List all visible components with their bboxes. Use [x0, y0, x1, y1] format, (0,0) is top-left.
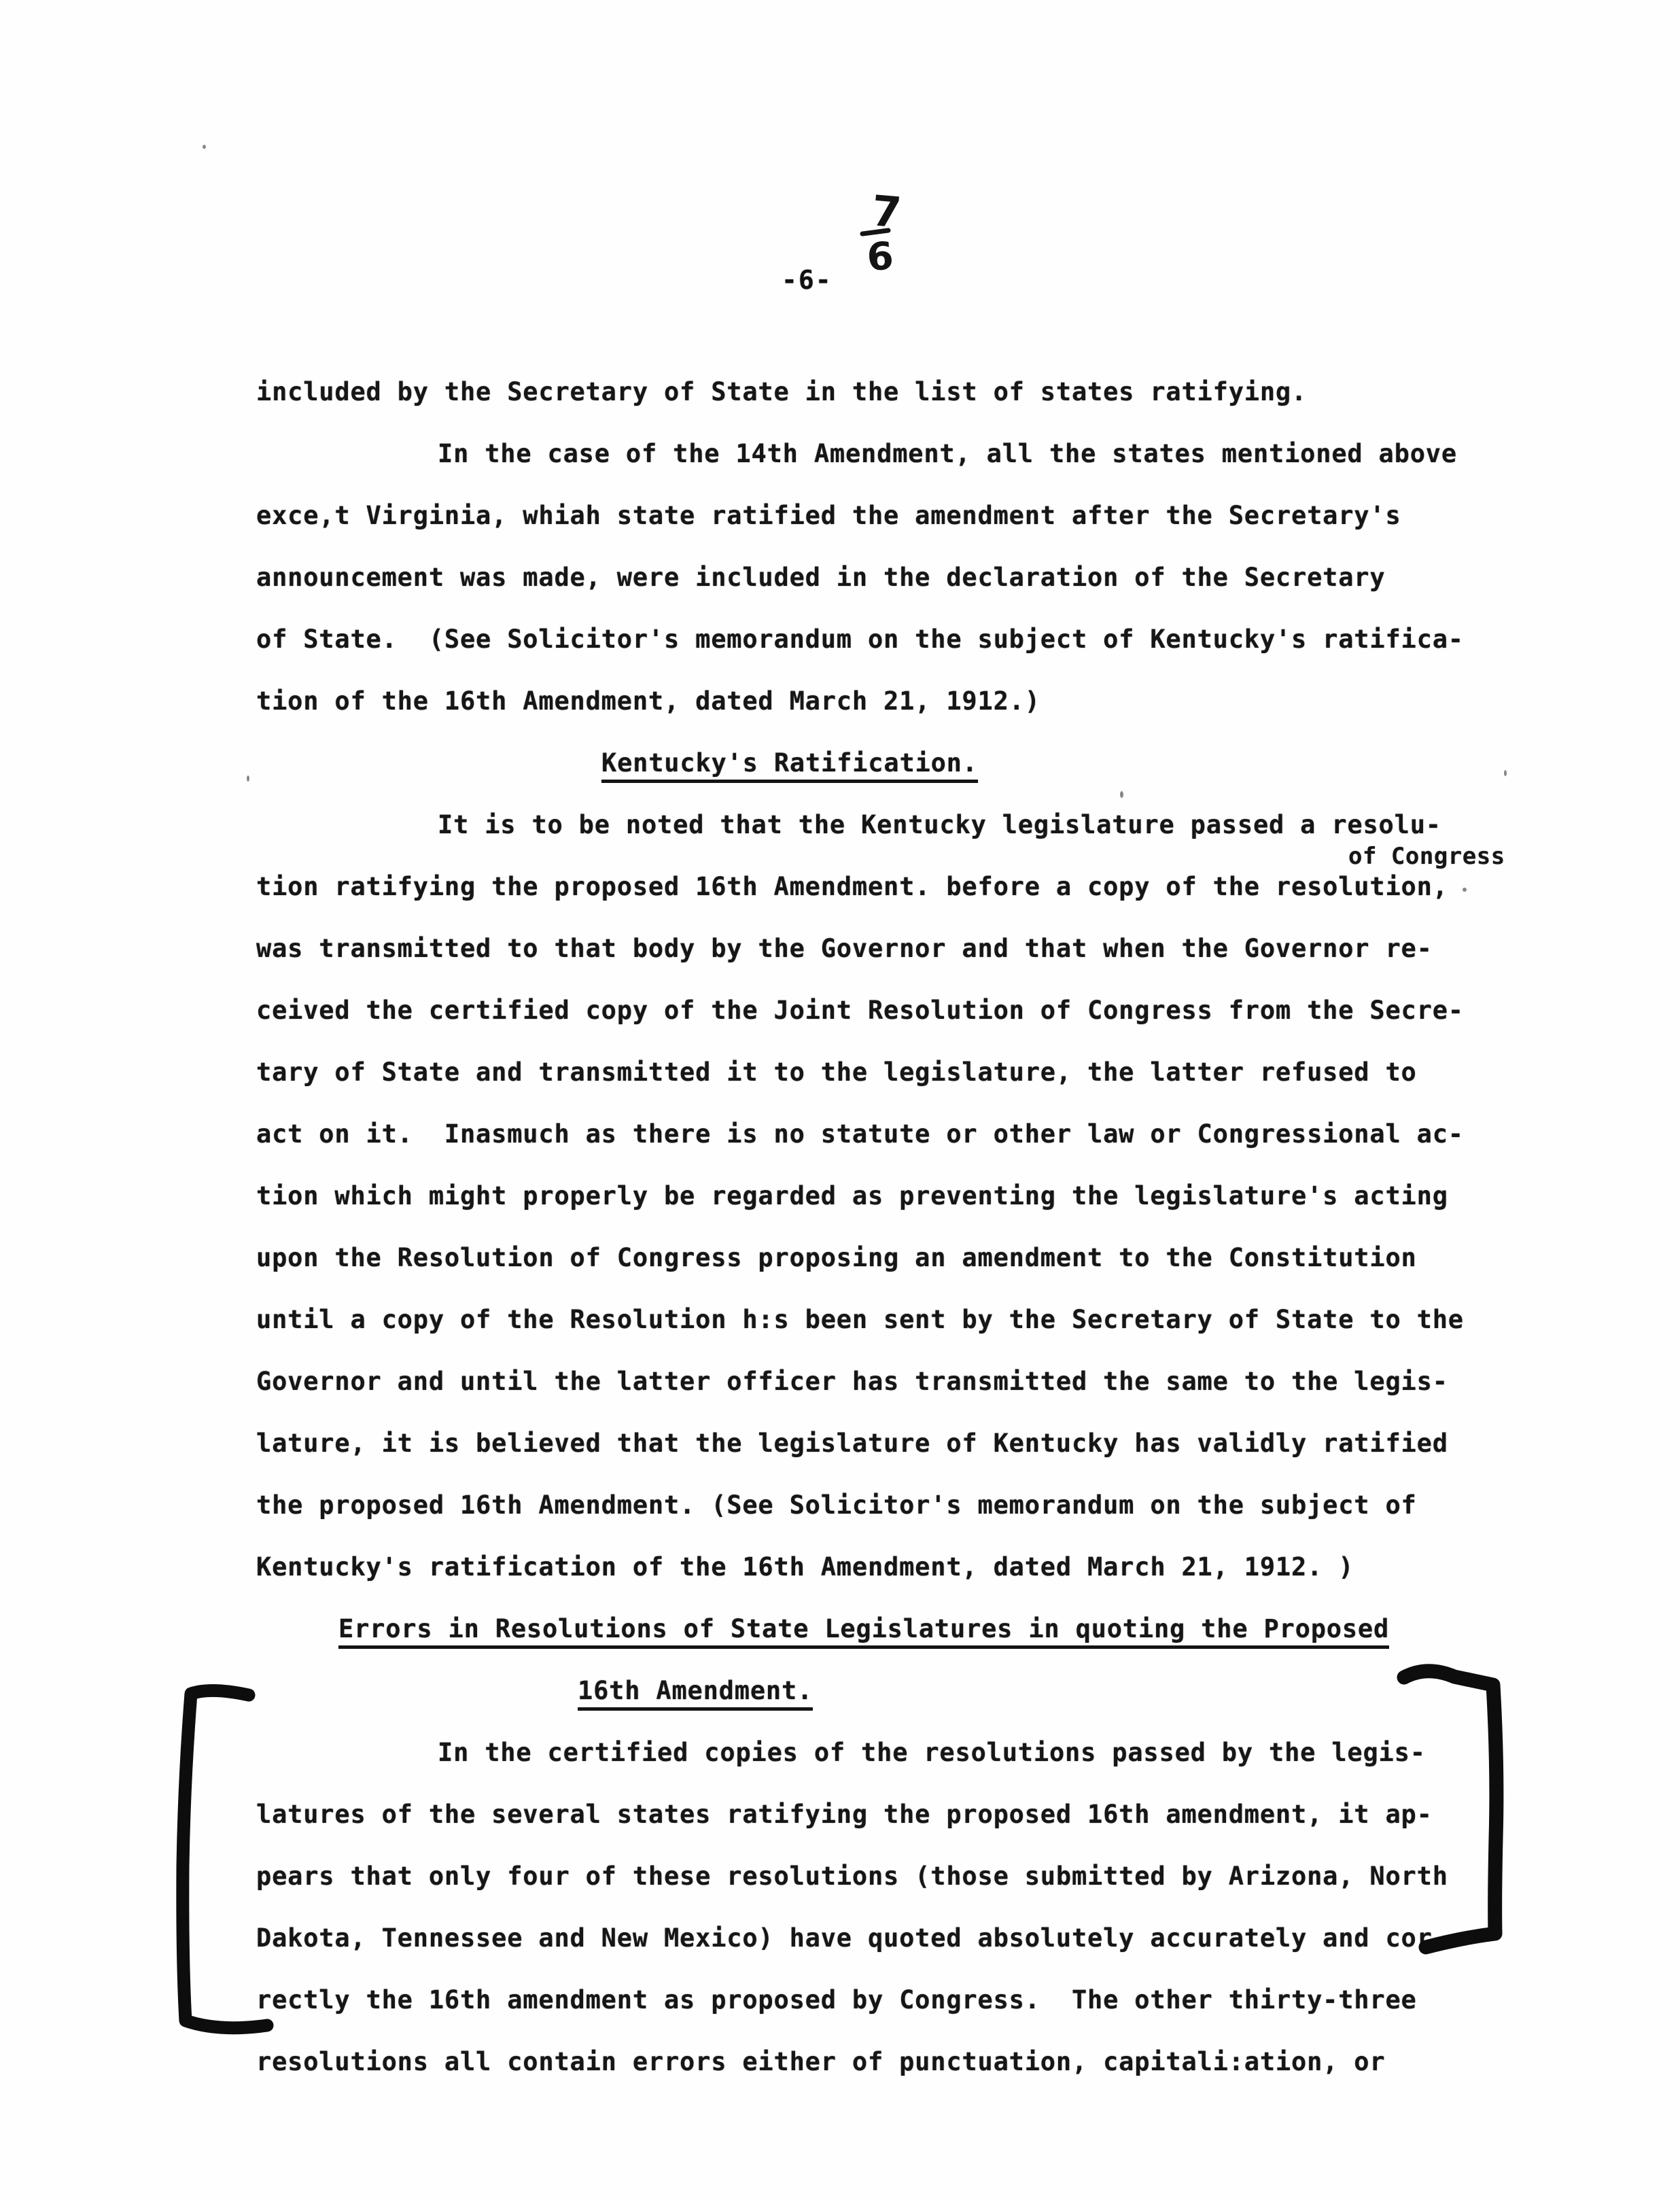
ink-speck — [1504, 770, 1507, 776]
document-line: included by the Secretary of State in the list of states ratifying. — [256, 377, 1308, 406]
document-line: tion of the 16th Amendment, dated March 21, 1912.) — [256, 686, 1040, 716]
document-line: latures of the several states ratifying the proposed 16th amendment, it ap- — [256, 1800, 1433, 1829]
ink-speck — [203, 145, 206, 149]
document-line: was transmitted to that body by the Governor and that when the Governor re- — [256, 934, 1433, 963]
fraction-bar — [862, 230, 888, 234]
document-line: ceived the certified copy of the Joint Resolution of Congress from the Secre- — [256, 996, 1464, 1025]
handwritten-denominator: 6 — [865, 234, 895, 280]
document-line: resolutions all contain errors either of punctuation, capitali:ation, or — [256, 2047, 1386, 2076]
page-number: -6- — [782, 265, 833, 295]
document-line: Dakota, Tennessee and New Mexico) have quoted absolutely accurately and cor- — [256, 1923, 1448, 1953]
document-line: pears that only four of these resolutions (those submitted by Arizona, North — [256, 1862, 1448, 1891]
document-line: announcement was made, were included in the declaration of the Secretary — [256, 563, 1386, 592]
document-line: tion ratifying the proposed 16th Amendment. before a copy of the resolution, — [256, 872, 1448, 901]
document-line: It is to be noted that the Kentucky legislature passed a resolu- — [438, 810, 1441, 839]
section-heading: 16th Amendment. — [256, 1660, 1527, 1722]
interlined-insertion-of-congress: of Congress — [1348, 843, 1505, 870]
ink-speck — [1463, 888, 1467, 892]
document-line: tary of State and transmitted it to the legislature, the latter refused to — [256, 1058, 1417, 1087]
document-line: exce,t Virginia, whiah state ratified the amendment after the Secretary's — [256, 501, 1401, 530]
document-line: upon the Resolution of Congress proposing an amendment to the Constitution — [256, 1243, 1417, 1272]
document-line: rectly the 16th amendment as proposed by Congress. The other thirty-three — [256, 1985, 1417, 2014]
ink-speck — [1120, 791, 1123, 798]
document-line: of State. (See Solicitor's memorandum on the subject of Kentucky's ratifica- — [256, 625, 1464, 654]
document-line: until a copy of the Resolution h:s been sent by the Secretary of State to the — [256, 1305, 1464, 1334]
ink-speck — [247, 775, 249, 782]
document-line: In the case of the 14th Amendment, all the states mentioned above — [438, 439, 1457, 468]
section-heading: Kentucky's Ratification. — [256, 732, 1527, 794]
document-body — [256, 361, 1527, 2093]
document-line: tion which might properly be regarded as preventing the legislature's acting — [256, 1181, 1448, 1210]
document-line: act on it. Inasmuch as there is no statute or other law or Congressional ac- — [256, 1119, 1464, 1149]
document-line: the proposed 16th Amendment. (See Solicitor's memorandum on the subject of — [256, 1490, 1417, 1520]
document-line: lature, it is believed that the legislature of Kentucky has validly ratified — [256, 1429, 1448, 1458]
handwritten-numerator: 7 — [869, 186, 904, 238]
handwritten-bracket-left — [183, 1690, 267, 2027]
document-line: Governor and until the latter officer has transmitted the same to the legis- — [256, 1367, 1448, 1396]
document-line: Kentucky's ratification of the 16th Amendment, dated March 21, 1912. ) — [256, 1552, 1354, 1582]
section-heading: Errors in Resolutions of State Legislatures in quoting the Proposed — [256, 1598, 1527, 1660]
document-line: In the certified copies of the resolutions passed by the legis- — [438, 1738, 1426, 1767]
